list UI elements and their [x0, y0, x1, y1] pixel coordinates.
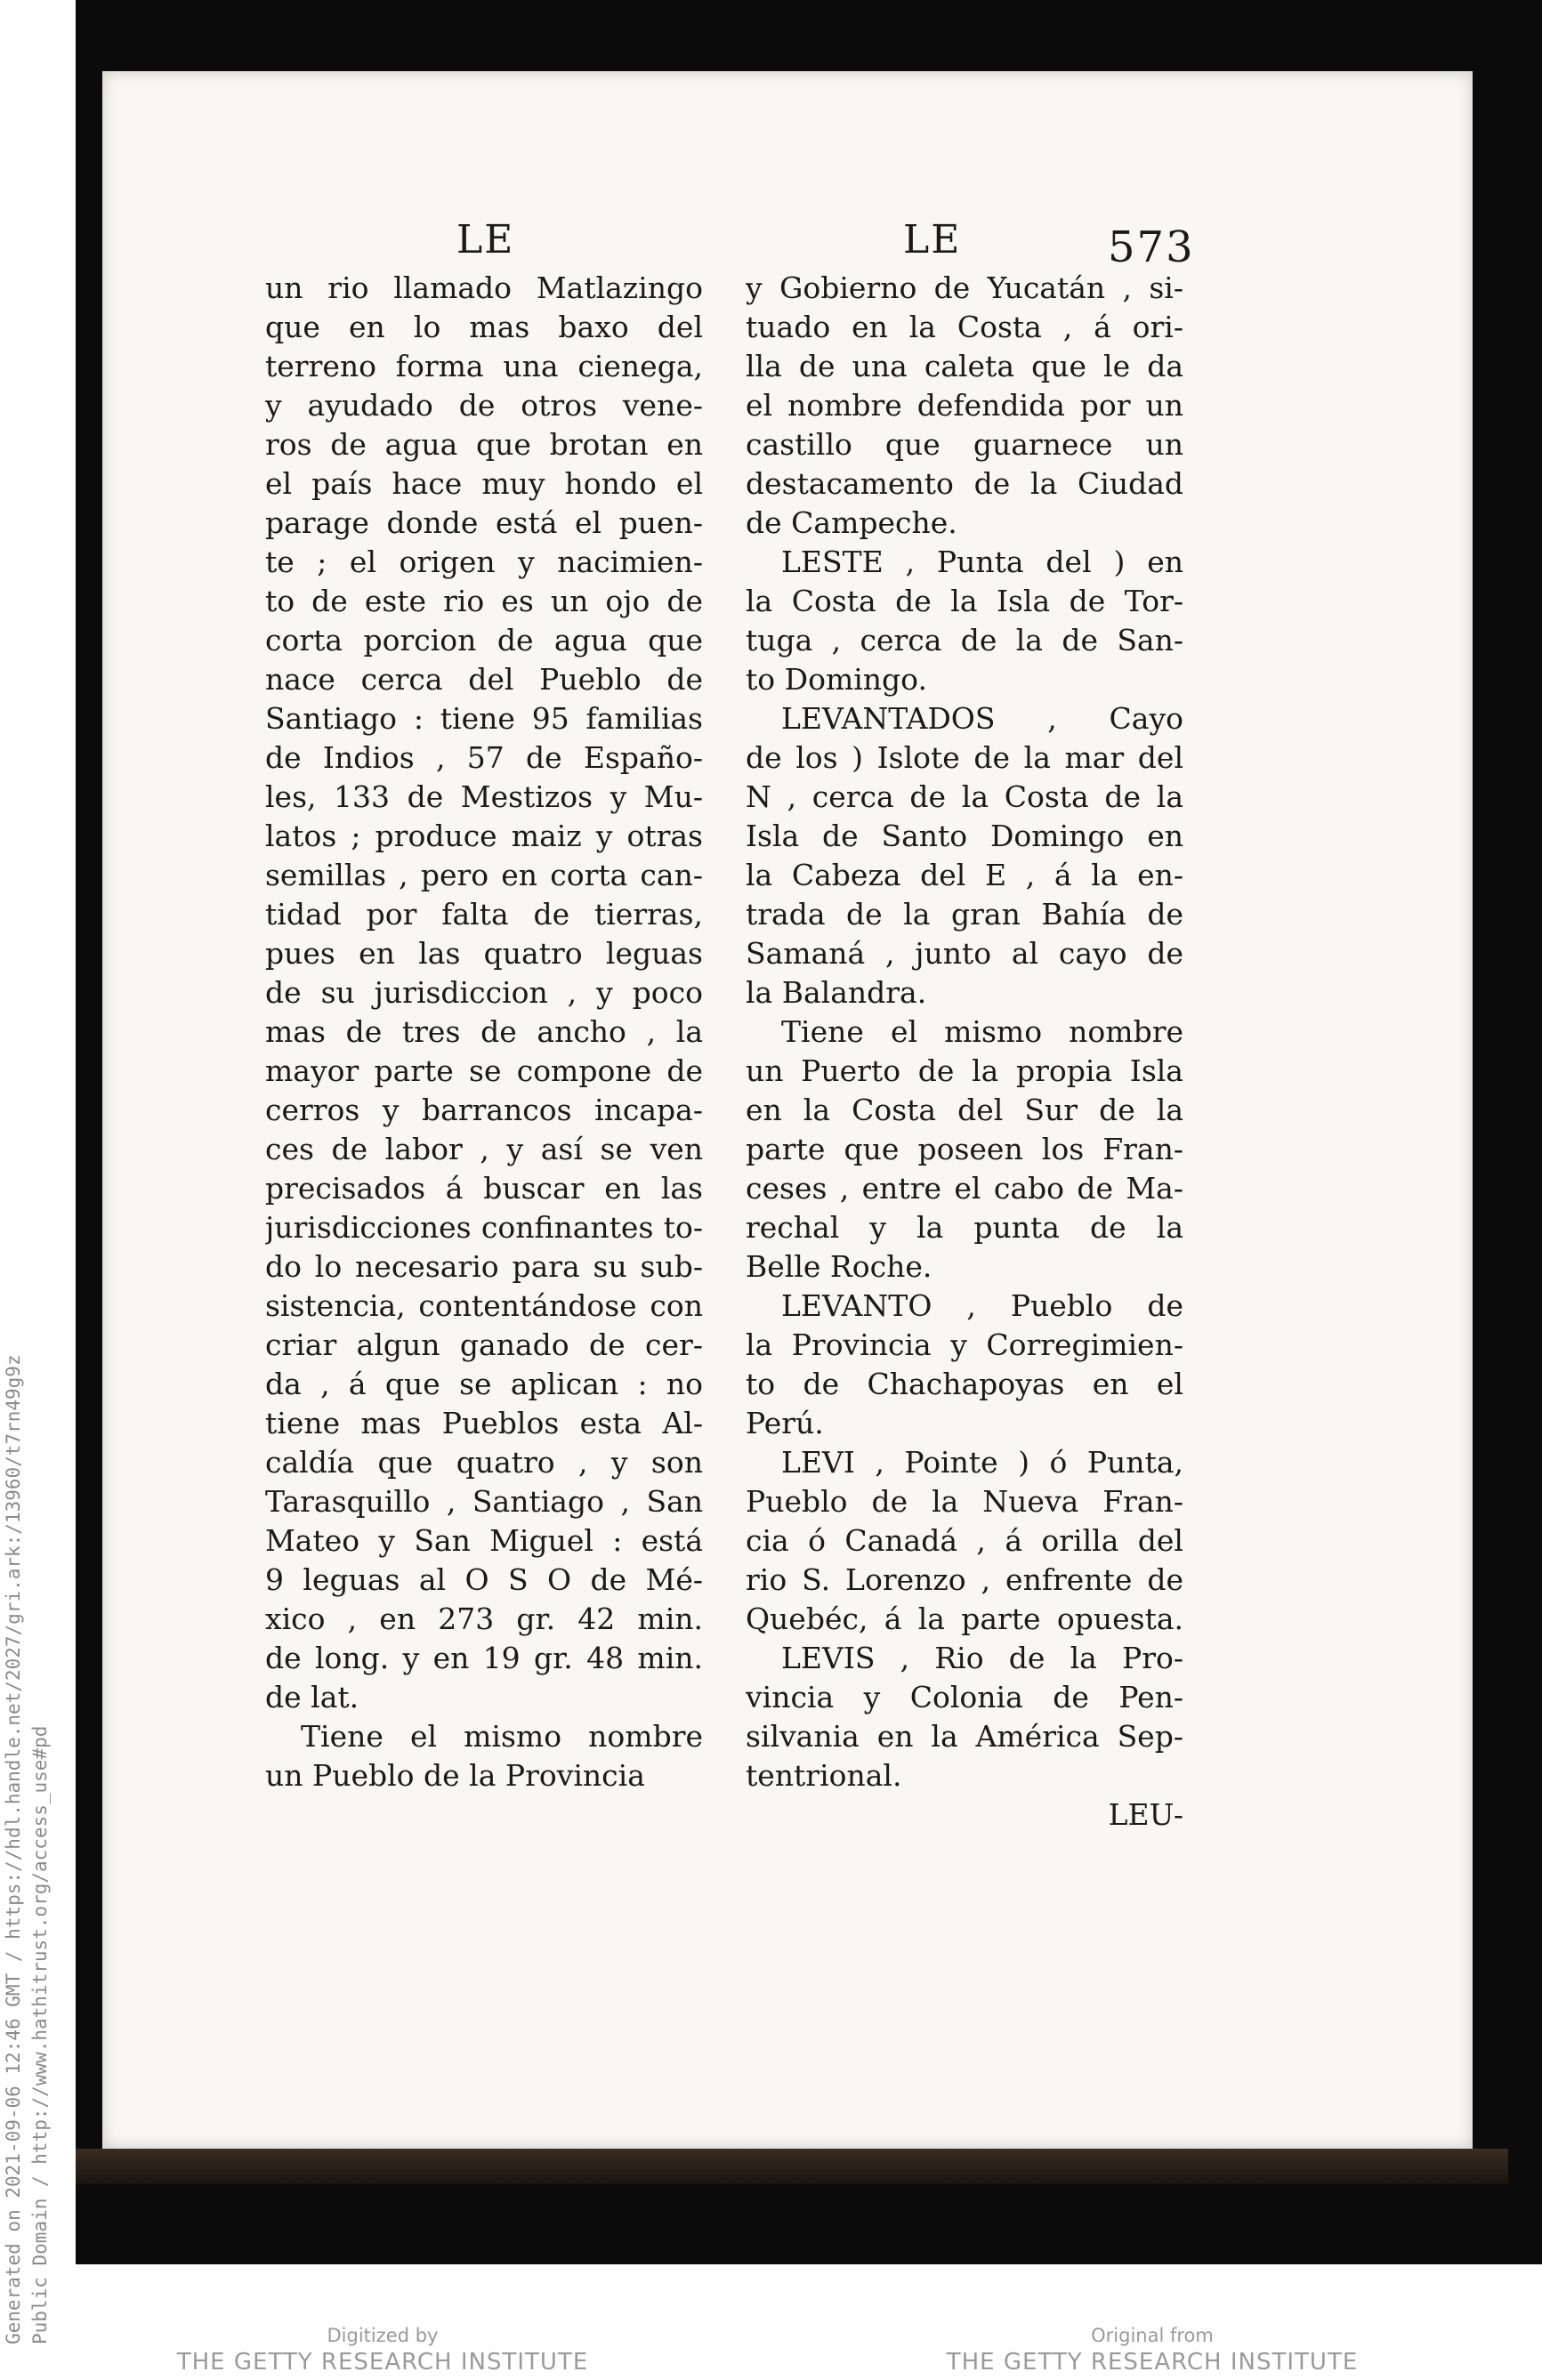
text-line: y Gobierno de Yucatán , si- [746, 270, 1183, 305]
text-line: to Domingo. [746, 662, 927, 697]
text-line: lla de una caleta que le da [746, 349, 1183, 383]
text-line: ros de agua que brotan en [265, 427, 703, 462]
footer-digitized-institution: THE GETTY RESEARCH INSTITUTE [176, 2349, 589, 2376]
text-line: cerros y barrancos incapa- [265, 1093, 703, 1127]
text-line: semillas , pero en corta can- [265, 858, 703, 892]
text-line: mas de tres de ancho , la [265, 1014, 703, 1049]
text-line: terreno forma una cienega, [265, 349, 703, 383]
text-line: rechal y la punta de la [746, 1210, 1183, 1245]
text-line: te ; el origen y nacimien- [265, 545, 703, 579]
footer-digitized-by [133, 2324, 632, 2377]
text-line: de Indios , 57 de Españo- [265, 740, 703, 775]
text-line: LESTE , Punta del ) en [781, 545, 1183, 579]
text-line: do lo necesario para su sub- [265, 1249, 703, 1284]
text-line: un Pueblo de la Provincia [265, 1758, 645, 1793]
text-line: xico , en 273 gr. 42 min. [265, 1601, 703, 1636]
text-line: Isla de Santo Domingo en [746, 819, 1183, 853]
text-line: cia ó Canadá , á orilla del [746, 1523, 1183, 1558]
text-line: tentrional. [746, 1758, 902, 1793]
text-line: tiene mas Pueblos esta Al- [265, 1406, 703, 1440]
text-line: parage donde está el puen- [265, 505, 703, 540]
right-column [746, 269, 1183, 1835]
footer-digitized-label: Digitized by [327, 2325, 439, 2346]
text-line: LEU- [1108, 1797, 1183, 1832]
left-column [265, 269, 703, 1795]
text-line: de los ) Islote de la mar del [746, 740, 1183, 775]
text-line: trada de la gran Bahía de [746, 897, 1183, 932]
text-line: la Provincia y Corregimien- [746, 1327, 1183, 1362]
text-line: un rio llamado Matlazingo [265, 270, 703, 305]
text-line: de Campeche. [746, 505, 957, 540]
text-line: ces de labor , y así se ven [265, 1132, 703, 1166]
text-line: caldía que quatro , y son [265, 1445, 703, 1480]
text-line: pues en las quatro leguas [265, 936, 703, 971]
text-line: destacamento de la Ciudad [746, 466, 1183, 501]
text-line: nace cerca del Pueblo de [265, 662, 703, 697]
running-head-right: LE [903, 217, 962, 262]
access-watermark [0, 1081, 62, 2344]
text-line: Mateo y San Miguel : está [265, 1523, 703, 1558]
text-line: la Balandra. [746, 975, 927, 1010]
footer-original-from [903, 2324, 1401, 2377]
text-line: Samaná , junto al cayo de [746, 936, 1183, 971]
text-line: Belle Roche. [746, 1249, 932, 1284]
page-number: 573 [1108, 222, 1195, 272]
text-line: tuado en la Costa , á ori- [746, 310, 1183, 344]
text-line: Tiene el mismo nombre [781, 1014, 1183, 1049]
text-line: rio S. Lorenzo , enfrente de [746, 1562, 1183, 1597]
footer-original-institution: THE GETTY RESEARCH INSTITUTE [946, 2349, 1359, 2376]
text-line: en la Costa del Sur de la [746, 1093, 1183, 1127]
text-line: de lat. [265, 1680, 359, 1714]
text-line: el país hace muy hondo el [265, 466, 703, 501]
text-line: mayor parte se compone de [265, 1053, 703, 1088]
watermark-line-generated: Generated on 2021-09-06 12:46 GMT / https://hdl.handle.net/2027/gri.ark:/13960/t7rn49g9z [3, 1354, 24, 2344]
running-head-left: LE [456, 217, 515, 262]
text-line: jurisdicciones confinantes to- [265, 1210, 703, 1245]
text-line: N , cerca de la Costa de la [746, 779, 1183, 814]
watermark-line-rights: Public Domain / http://www.hathitrust.org/access_use#pd [29, 1725, 51, 2344]
text-line: LEVANTO , Pueblo de [781, 1288, 1183, 1323]
text-line: precisados á buscar en las [265, 1171, 703, 1206]
text-line: el nombre defendida por un [746, 388, 1183, 423]
footer-original-label: Original from [1091, 2325, 1214, 2346]
page-edge [76, 2149, 1508, 2184]
text-line: to de Chachapoyas en el [746, 1367, 1183, 1401]
text-line: ceses , entre el cabo de Ma- [746, 1171, 1183, 1206]
text-line: Tiene el mismo nombre [301, 1719, 703, 1754]
text-line: les, 133 de Mestizos y Mu- [265, 779, 703, 814]
text-line: que en lo mas baxo del [265, 310, 703, 344]
text-line: vincia y Colonia de Pen- [746, 1680, 1183, 1714]
text-line: tidad por falta de tierras, [265, 897, 703, 932]
text-line: LEVANTADOS , Cayo [781, 701, 1183, 736]
text-line: de long. y en 19 gr. 48 min. [265, 1641, 703, 1675]
text-line: castillo que guarnece un [746, 427, 1183, 462]
text-line: Perú. [746, 1406, 824, 1440]
text-line: da , á que se aplican : no [265, 1367, 703, 1401]
text-line: la Costa de la Isla de Tor- [746, 584, 1183, 618]
text-line: LEVIS , Rio de la Pro- [781, 1641, 1183, 1675]
text-line: y ayudado de otros vene- [265, 388, 703, 423]
text-line: latos ; produce maiz y otras [265, 819, 703, 853]
text-line: 9 leguas al O S O de Mé- [265, 1562, 703, 1597]
text-line: Quebéc, á la parte opuesta. [746, 1601, 1183, 1636]
text-line: criar algun ganado de cer- [265, 1327, 703, 1362]
text-line: tuga , cerca de la de San- [746, 623, 1183, 658]
text-line: parte que poseen los Fran- [746, 1132, 1183, 1166]
text-line: Pueblo de la Nueva Fran- [746, 1484, 1183, 1519]
text-line: Tarasquillo , Santiago , San [265, 1484, 703, 1519]
text-line: de su jurisdiccion , y poco [265, 975, 703, 1010]
text-line: to de este rio es un ojo de [265, 584, 703, 618]
text-line: Santiago : tiene 95 familias [265, 701, 703, 736]
text-line: corta porcion de agua que [265, 623, 703, 658]
text-line: un Puerto de la propia Isla [746, 1053, 1183, 1088]
text-line: LEVI , Pointe ) ó Punta, [781, 1445, 1183, 1480]
text-line: sistencia, contentándose con [265, 1288, 703, 1323]
text-line: la Cabeza del E , á la en- [746, 858, 1183, 892]
text-line: silvania en la América Sep- [746, 1719, 1183, 1754]
